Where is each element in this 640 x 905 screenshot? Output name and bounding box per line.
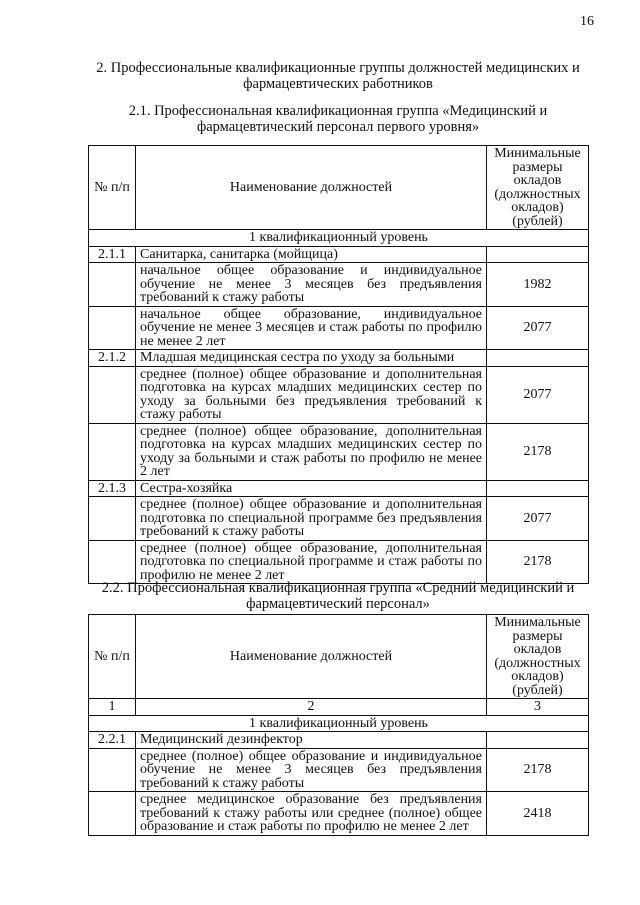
position-code: 2.1.1	[89, 246, 136, 263]
header-num: № п/п	[89, 615, 136, 699]
position-title: Медицинский дезинфектор	[136, 732, 487, 749]
column-index: 1	[89, 699, 136, 716]
empty-cell	[487, 350, 589, 367]
salary-table-2-1	[88, 145, 589, 584]
requirement-text: среднее (полное) общее образование, дополнительная подготовка на курсах младших медицинских сестер по уходу за больными и стаж работы по профилю не менее 2 лет	[136, 423, 487, 480]
empty-cell	[487, 480, 589, 497]
level-row	[89, 715, 589, 732]
salary-value: 2178	[487, 540, 589, 584]
requirement-row	[89, 792, 589, 836]
position-title: Санитарка, санитарка (мойщица)	[136, 246, 487, 263]
position-code: 2.2.1	[89, 732, 136, 749]
salary-value: 2178	[487, 423, 589, 480]
salary-value: 2178	[487, 748, 589, 792]
header-name: Наименование должностей	[136, 615, 487, 699]
salary-value: 2077	[487, 306, 589, 350]
empty-cell	[89, 423, 136, 480]
empty-cell	[89, 540, 136, 584]
position-title: Младшая медицинская сестра по уходу за больными	[136, 350, 487, 367]
empty-cell	[89, 366, 136, 423]
position-row	[89, 350, 589, 367]
position-row	[89, 732, 589, 749]
column-index-row	[89, 699, 589, 716]
position-title: Сестра-хозяйка	[136, 480, 487, 497]
requirement-row	[89, 366, 589, 423]
header-salary: Минимальные размеры окладов (должностных окладов) (рублей)	[487, 615, 589, 699]
salary-value: 2418	[487, 792, 589, 836]
column-index: 2	[136, 699, 487, 716]
requirement-row	[89, 263, 589, 307]
empty-cell	[487, 246, 589, 263]
table-header-row	[89, 615, 589, 699]
column-index: 3	[487, 699, 589, 716]
position-code: 2.1.3	[89, 480, 136, 497]
section-title: 2. Профессиональные квалификационные группы должностей медицинских и фармацевтических работников	[96, 60, 580, 92]
page-number: 16	[580, 14, 594, 29]
salary-table-2-2	[88, 614, 589, 836]
requirement-text: среднее медицинское образование без предъявления требований к стажу работы или среднее (полное) общее образование и стаж работы по профилю не менее 2 лет	[136, 792, 487, 836]
requirement-row	[89, 748, 589, 792]
salary-value: 2077	[487, 497, 589, 541]
empty-cell	[89, 306, 136, 350]
salary-value: 2077	[487, 366, 589, 423]
position-row	[89, 246, 589, 263]
empty-cell	[89, 792, 136, 836]
requirement-text: среднее (полное) общее образование, дополнительная подготовка по специальной программе и стаж работы по профилю не менее 2 лет	[136, 540, 487, 584]
level-row	[89, 230, 589, 247]
position-row	[89, 480, 589, 497]
header-name: Наименование должностей	[136, 146, 487, 230]
empty-cell	[89, 263, 136, 307]
table-header-row	[89, 146, 589, 230]
empty-cell	[89, 497, 136, 541]
header-salary: Минимальные размеры окладов (должностных окладов) (рублей)	[487, 146, 589, 230]
empty-cell	[487, 732, 589, 749]
requirement-text: среднее (полное) общее образование и индивидуальное обучение не менее 3 месяцев без предъявления требований к стажу работы	[136, 748, 487, 792]
requirement-row	[89, 423, 589, 480]
requirement-text: среднее (полное) общее образование и дополнительная подготовка по специальной программе без предъявления требований к стажу работы	[136, 497, 487, 541]
qualification-level: 1 квалификационный уровень	[89, 230, 589, 247]
qualification-level: 1 квалификационный уровень	[89, 715, 589, 732]
position-code: 2.1.2	[89, 350, 136, 367]
requirement-row	[89, 497, 589, 541]
requirement-text: среднее (полное) общее образование и дополнительная подготовка на курсах младших медицинских сестер по уходу за больными без предъявления требований к стажу работы	[136, 366, 487, 423]
requirement-text: начальное общее образование, индивидуальное обучение не менее 3 месяцев и стаж работы по профилю не менее 2 лет	[136, 306, 487, 350]
requirement-text: начальное общее образование и индивидуальное обучение не менее 3 месяцев без предъявления требований к стажу работы	[136, 263, 487, 307]
salary-value: 1982	[487, 263, 589, 307]
empty-cell	[89, 748, 136, 792]
header-num: № п/п	[89, 146, 136, 230]
table-title-2-1: 2.1. Профессиональная квалификационная группа «Медицинский и фармацевтический персонал первого уровня»	[128, 103, 548, 135]
table-title-2-2: 2.2. Профессиональная квалификационная группа «Средний медицинский и фармацевтический персонал»	[101, 580, 575, 612]
requirement-row	[89, 540, 589, 584]
requirement-row	[89, 306, 589, 350]
